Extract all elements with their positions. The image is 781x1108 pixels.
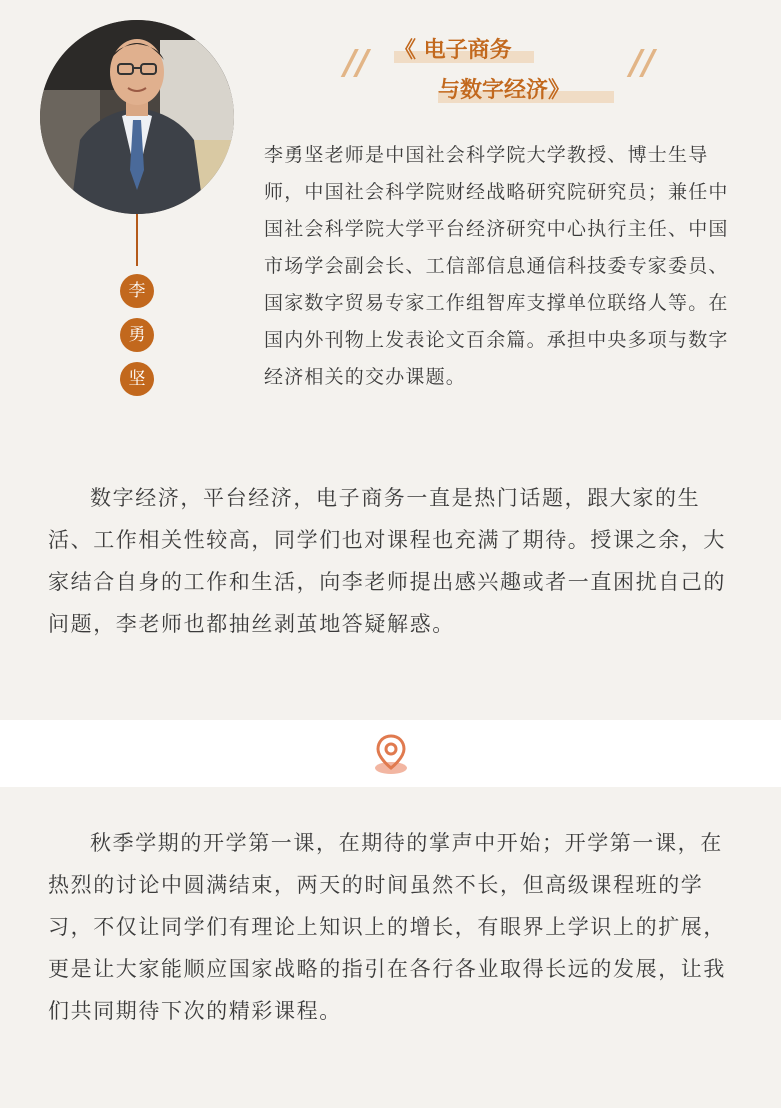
name-char-1: 李 [120, 274, 154, 308]
location-pin-icon [370, 732, 412, 776]
name-connector-line [136, 214, 138, 266]
title-line-1: 《 电子商务 [394, 36, 534, 66]
speaker-bio: 李勇坚老师是中国社会科学院大学教授、博士生导师，中国社会科学院财经战略研究院研究员；兼任中国社会科学院大学平台经济研究中心执行主任、中国市场学会副会长、工信部信息通信科技委专家委员、国家数字贸易专家工作组智库支撑单位联络人等。在国内外刊物上发表论文百余篇。承担中央多项与数字经济相关的交办课题。 [264, 144, 729, 388]
title-line-2: 与数字经济》 [438, 76, 614, 106]
body-paragraph-2: 秋季学期的开学第一课，在期待的掌声中开始；开学第一课，在热烈的讨论中圆满结束，两天的时间虽然不长，但高级课程班的学习，不仅让同学们有理论上知识上的增长，有眼界上学识上的扩展，更是让大家能顺应国家战略的指引在各行各业取得长远的发展，让我们共同期待下次的精彩课程。 [48, 831, 726, 1023]
portrait-photo [40, 20, 234, 214]
left-quote-icon: // [344, 43, 369, 83]
body-paragraph-1: 数字经济，平台经济，电子商务一直是热门话题，跟大家的生活、工作相关性较高，同学们也对课程也充满了期待。授课之余，大家结合自身的工作和生活，向李老师提出感兴趣或者一直困扰自己的问题，李老师也都抽丝剥茧地答疑解惑。 [48, 486, 726, 636]
name-char-3: 坚 [120, 362, 154, 396]
name-char-2: 勇 [120, 318, 154, 352]
right-quote-icon: // [630, 43, 655, 83]
